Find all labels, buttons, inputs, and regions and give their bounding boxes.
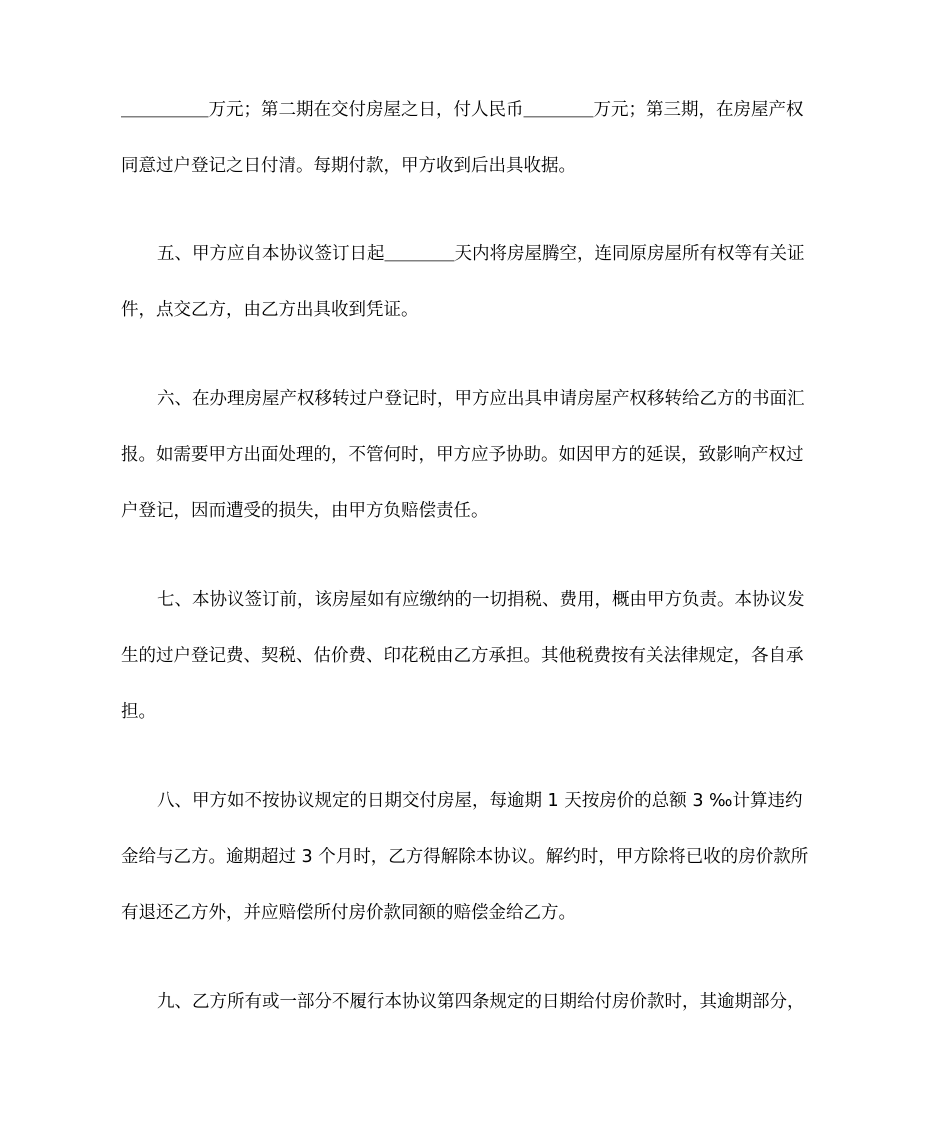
text-line: 报。如需要甲方出面处理的，不管何时，甲方应予协助。如因甲方的延误，致影响产权过 <box>121 445 804 465</box>
text-line: 金给与乙方。逾期超过 3 个月时，乙方得解除本协议。解约时，甲方除将已收的房价款所 <box>121 847 809 867</box>
text-line: 生的过户登记费、契税、估价费、印花税由乙方承担。其他税费按有关法律规定，各自承 <box>121 646 804 666</box>
clause-7-line: 七、本协议签订前，该房屋如有应缴纳的一切捐税、费用，概由甲方负责。本协议发 <box>157 590 805 610</box>
clause-5-line: 五、甲方应自本协议签订日起＿＿＿＿天内将房屋腾空，连同原房屋所有权等有关证 <box>157 244 805 264</box>
text-line: 件，点交乙方，由乙方出具收到凭证。 <box>121 300 419 320</box>
text-line: 有退还乙方外，并应赔偿所付房价款同额的赔偿金给乙方。 <box>121 903 576 923</box>
clause-9-line: 九、乙方所有或一部分不履行本协议第四条规定的日期给付房价款时，其逾期部分， <box>157 992 805 1012</box>
text-line: 户登记，因而遭受的损失，由甲方负赔偿责任。 <box>121 501 489 521</box>
text-line: ＿＿＿＿＿万元；第二期在交付房屋之日，付人民币＿＿＿＿万元；第三期，在房屋产权 <box>121 100 804 120</box>
text-line: 同意过户登记之日付清。每期付款，甲方收到后出具收据。 <box>121 156 576 176</box>
clause-8-line: 八、甲方如不按协议规定的日期交付房屋，每逾期 1 天按房价的总额 3 ‰计算违约 <box>157 791 803 811</box>
clause-6-line: 六、在办理房屋产权移转过户登记时，甲方应出具申请房屋产权移转给乙方的书面汇 <box>157 389 805 409</box>
text-line: 担。 <box>121 702 156 722</box>
